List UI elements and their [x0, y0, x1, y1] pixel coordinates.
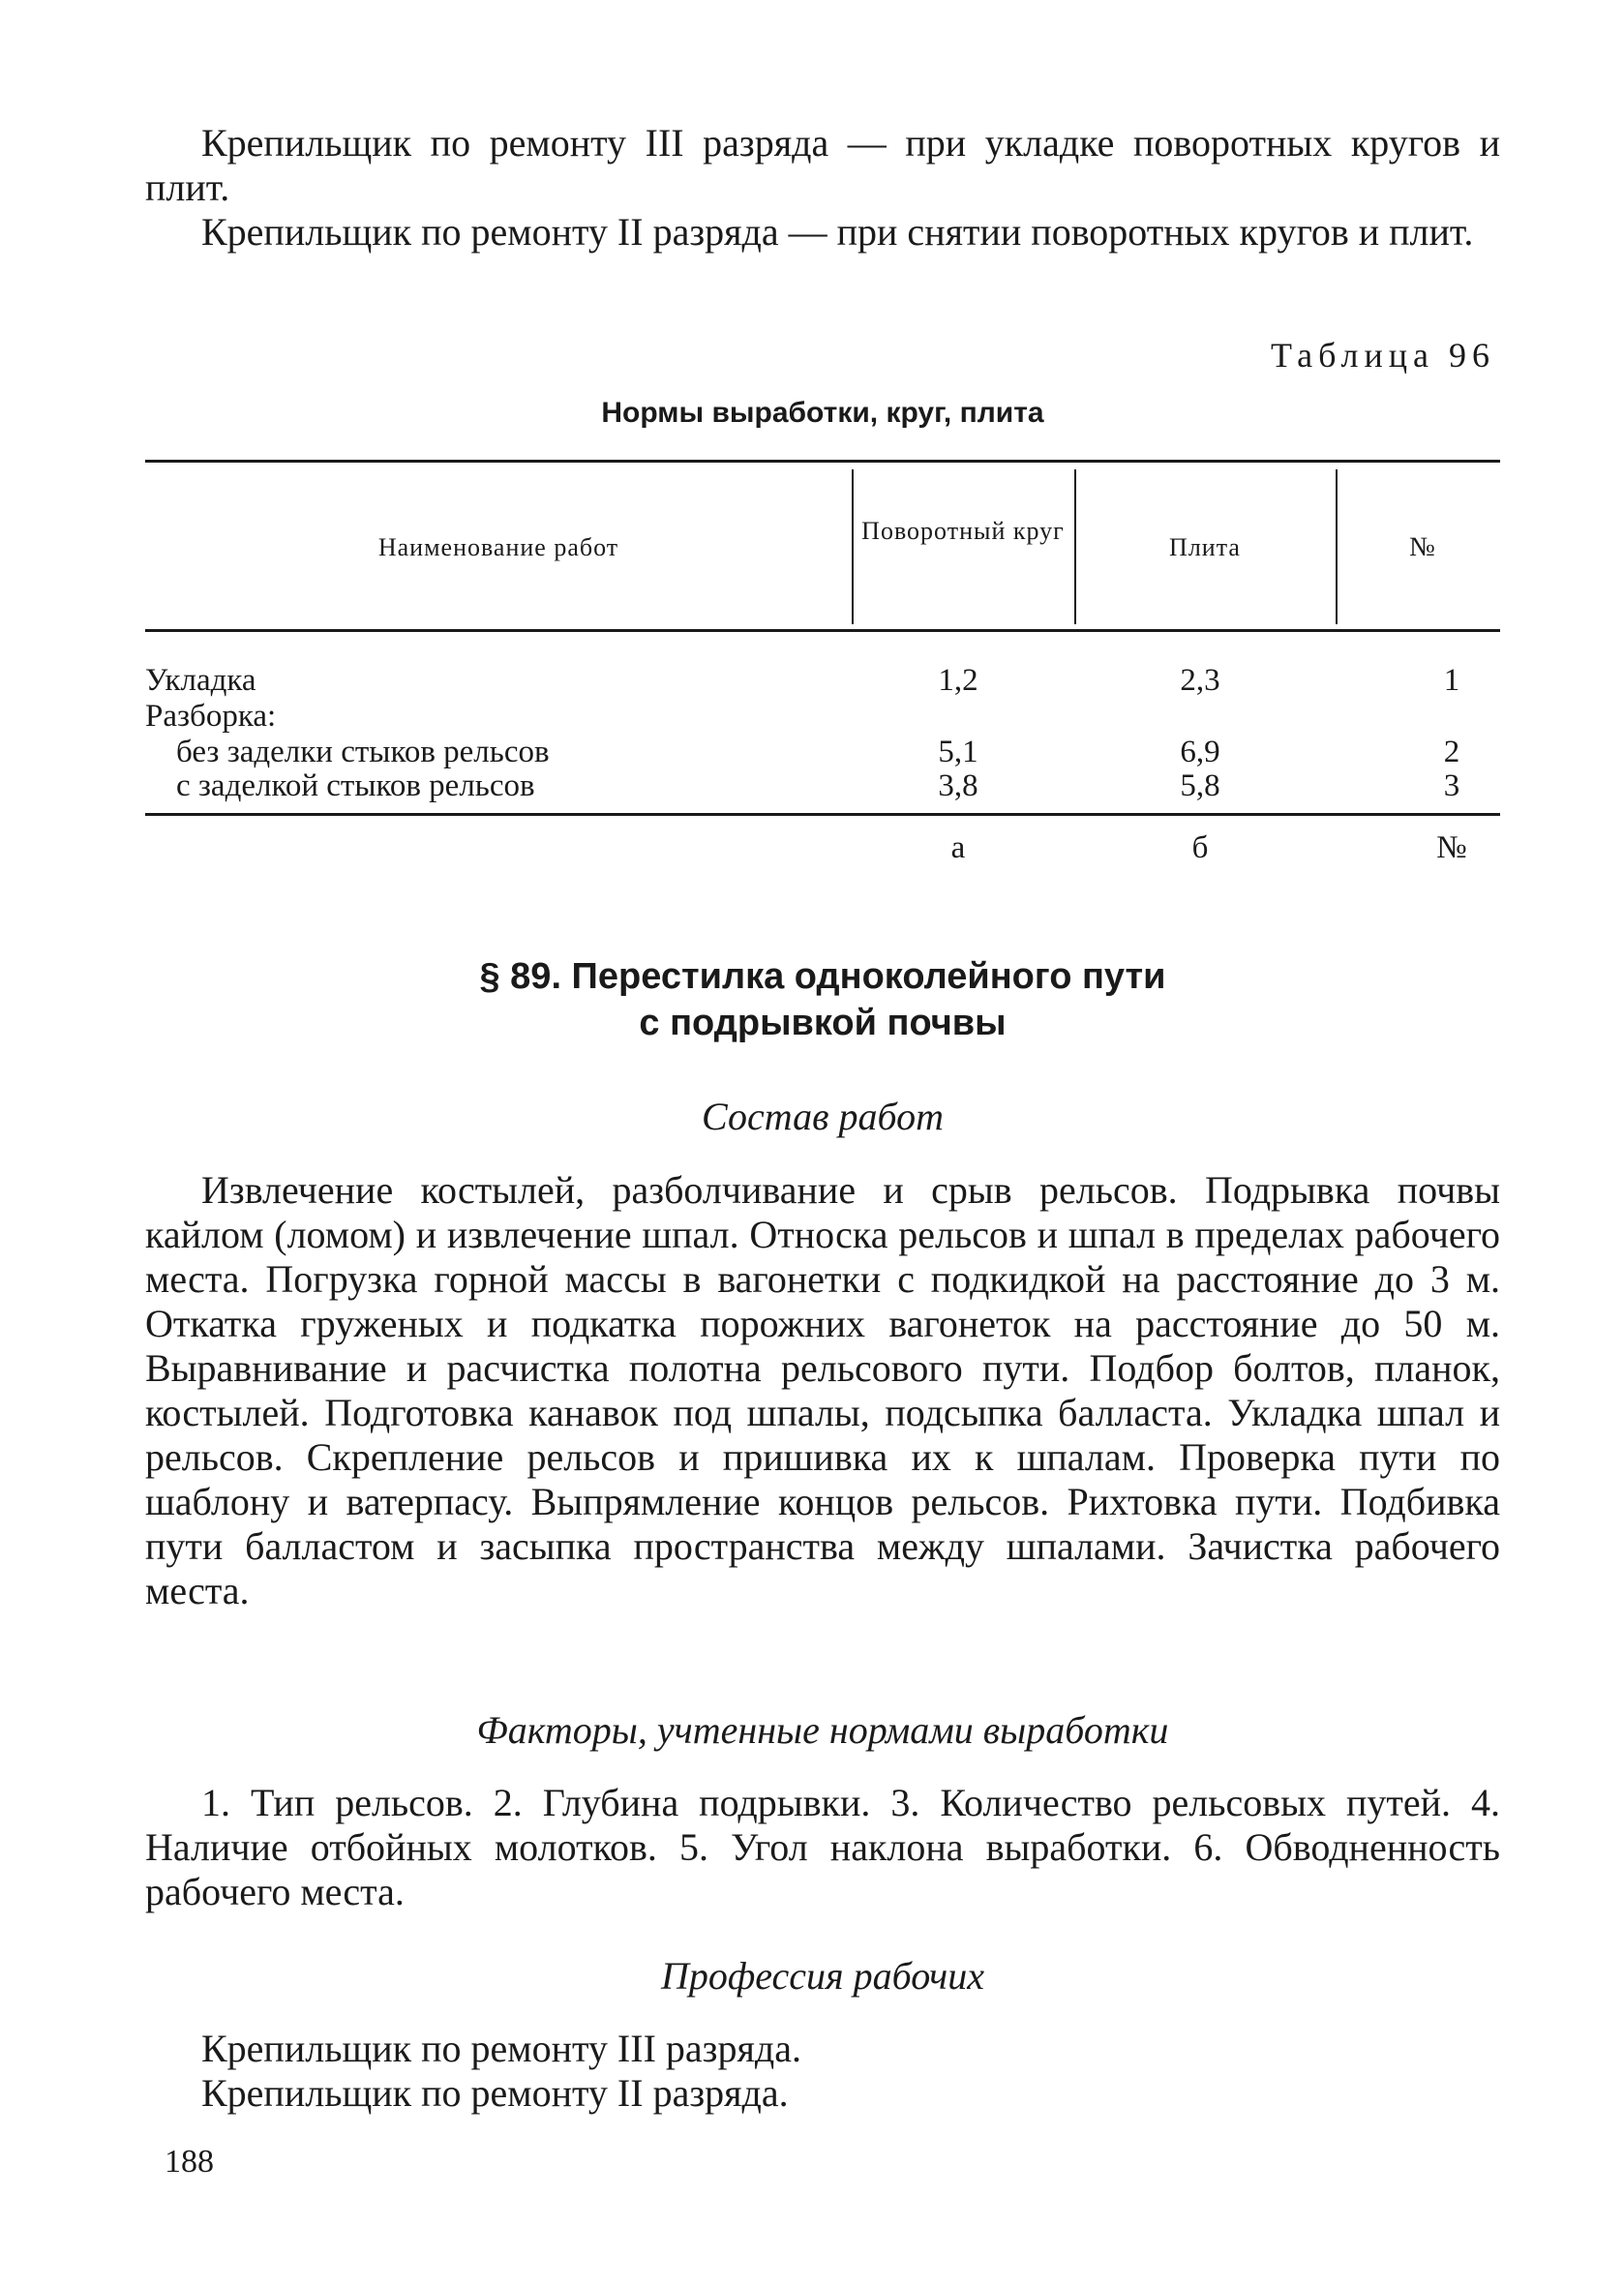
header-turntable: Поворотный круг — [861, 517, 1065, 545]
column-divider — [1074, 469, 1076, 624]
table-label: Таблица 96 — [1271, 336, 1495, 375]
row-plate: 6,9 — [1180, 735, 1220, 769]
section-title — [145, 953, 1500, 1046]
table-bottom-rule — [145, 813, 1500, 816]
page-number: 188 — [165, 2144, 214, 2180]
factors-text: 1. Тип рельсов. 2. Глубина подрывки. 3. Количество рельсовых путей. 4. Наличие отбойных молотков. 5. Угол наклона выработки. 6. Обводненность рабочего места. — [145, 1781, 1500, 1913]
table-title: Нормы выработки, круг, плита — [601, 397, 1044, 429]
row-num: 3 — [1443, 768, 1460, 803]
row-num: 1 — [1443, 663, 1460, 698]
section-title-line-2: с подрывкой почвы — [639, 1003, 1007, 1043]
row-plate: 2,3 — [1180, 663, 1220, 698]
section-title-line-1: § 89. Перестилка одноколейного пути — [479, 956, 1166, 997]
profession-block — [145, 2027, 1500, 2116]
composition-block — [145, 1168, 1500, 1613]
profession-heading: Профессия рабочих — [660, 1954, 984, 1998]
table-header-rule — [145, 629, 1500, 632]
row-turntable: 1,2 — [938, 663, 978, 698]
row-name: без заделки стыков рельсов — [176, 735, 550, 769]
row-name: с заделкой стыков рельсов — [176, 768, 535, 803]
column-letter-b: б — [1191, 830, 1209, 865]
profession-line-1: Крепильщик по ремонту III разряда. — [201, 2027, 801, 2070]
row-num: 2 — [1443, 735, 1460, 769]
factors-heading: Факторы, учтенные нормами выработки — [476, 1708, 1169, 1752]
column-divider — [1336, 469, 1338, 624]
composition-heading: Состав работ — [702, 1095, 944, 1138]
row-turntable: 5,1 — [938, 735, 978, 769]
header-num: № — [1409, 532, 1436, 562]
intro-paragraph-2: Крепильщик по ремонту II разряда — при снятии поворотных кругов и плит. — [201, 210, 1474, 254]
column-letter-a: а — [950, 830, 966, 865]
table-top-rule — [145, 460, 1500, 463]
composition-text: Извлечение костылей, разболчивание и срыв рельсов. Подрывка почвы кайлом (ломом) и извлечение шпал. Относка рельсов и шпал в пределах рабочего места. Погрузка горной массы в вагонетки с подкидкой на расстояние до 3 м. Откатка груженых и подкатка порожних вагонеток на расстояние до 50 м. Выравнивание и расчистка полотна рельсового пути. Подбор болтов, планок, костылей. Подготовка канавок под шпалы, подсыпка балласта. Укладка шпал и рельсов. Скрепление рельсов и пришивка их к шпалам. Проверка пути по шаблону и ватерпасу. Выпрямление концов рельсов. Рихтовка пути. Подбивка пути балластом и засыпка пространства между шпалами. Зачистка рабочего места. — [145, 1168, 1500, 1612]
factors-block — [145, 1781, 1500, 1914]
row-name: Укладка — [145, 663, 256, 698]
column-letter-num: № — [1436, 830, 1467, 865]
row-plate: 5,8 — [1180, 768, 1220, 803]
header-name: Наименование работ — [377, 533, 619, 561]
row-name: Разборка: — [145, 699, 277, 734]
column-divider — [852, 469, 854, 624]
intro-paragraph-1: Крепильщик по ремонту III разряда — при укладке поворотных кругов и плит. — [145, 121, 1500, 209]
row-turntable: 3,8 — [938, 768, 978, 803]
header-plate: Плита — [1169, 533, 1241, 561]
profession-line-2: Крепильщик по ремонту II разряда. — [201, 2071, 789, 2115]
intro-paragraphs — [145, 121, 1500, 255]
